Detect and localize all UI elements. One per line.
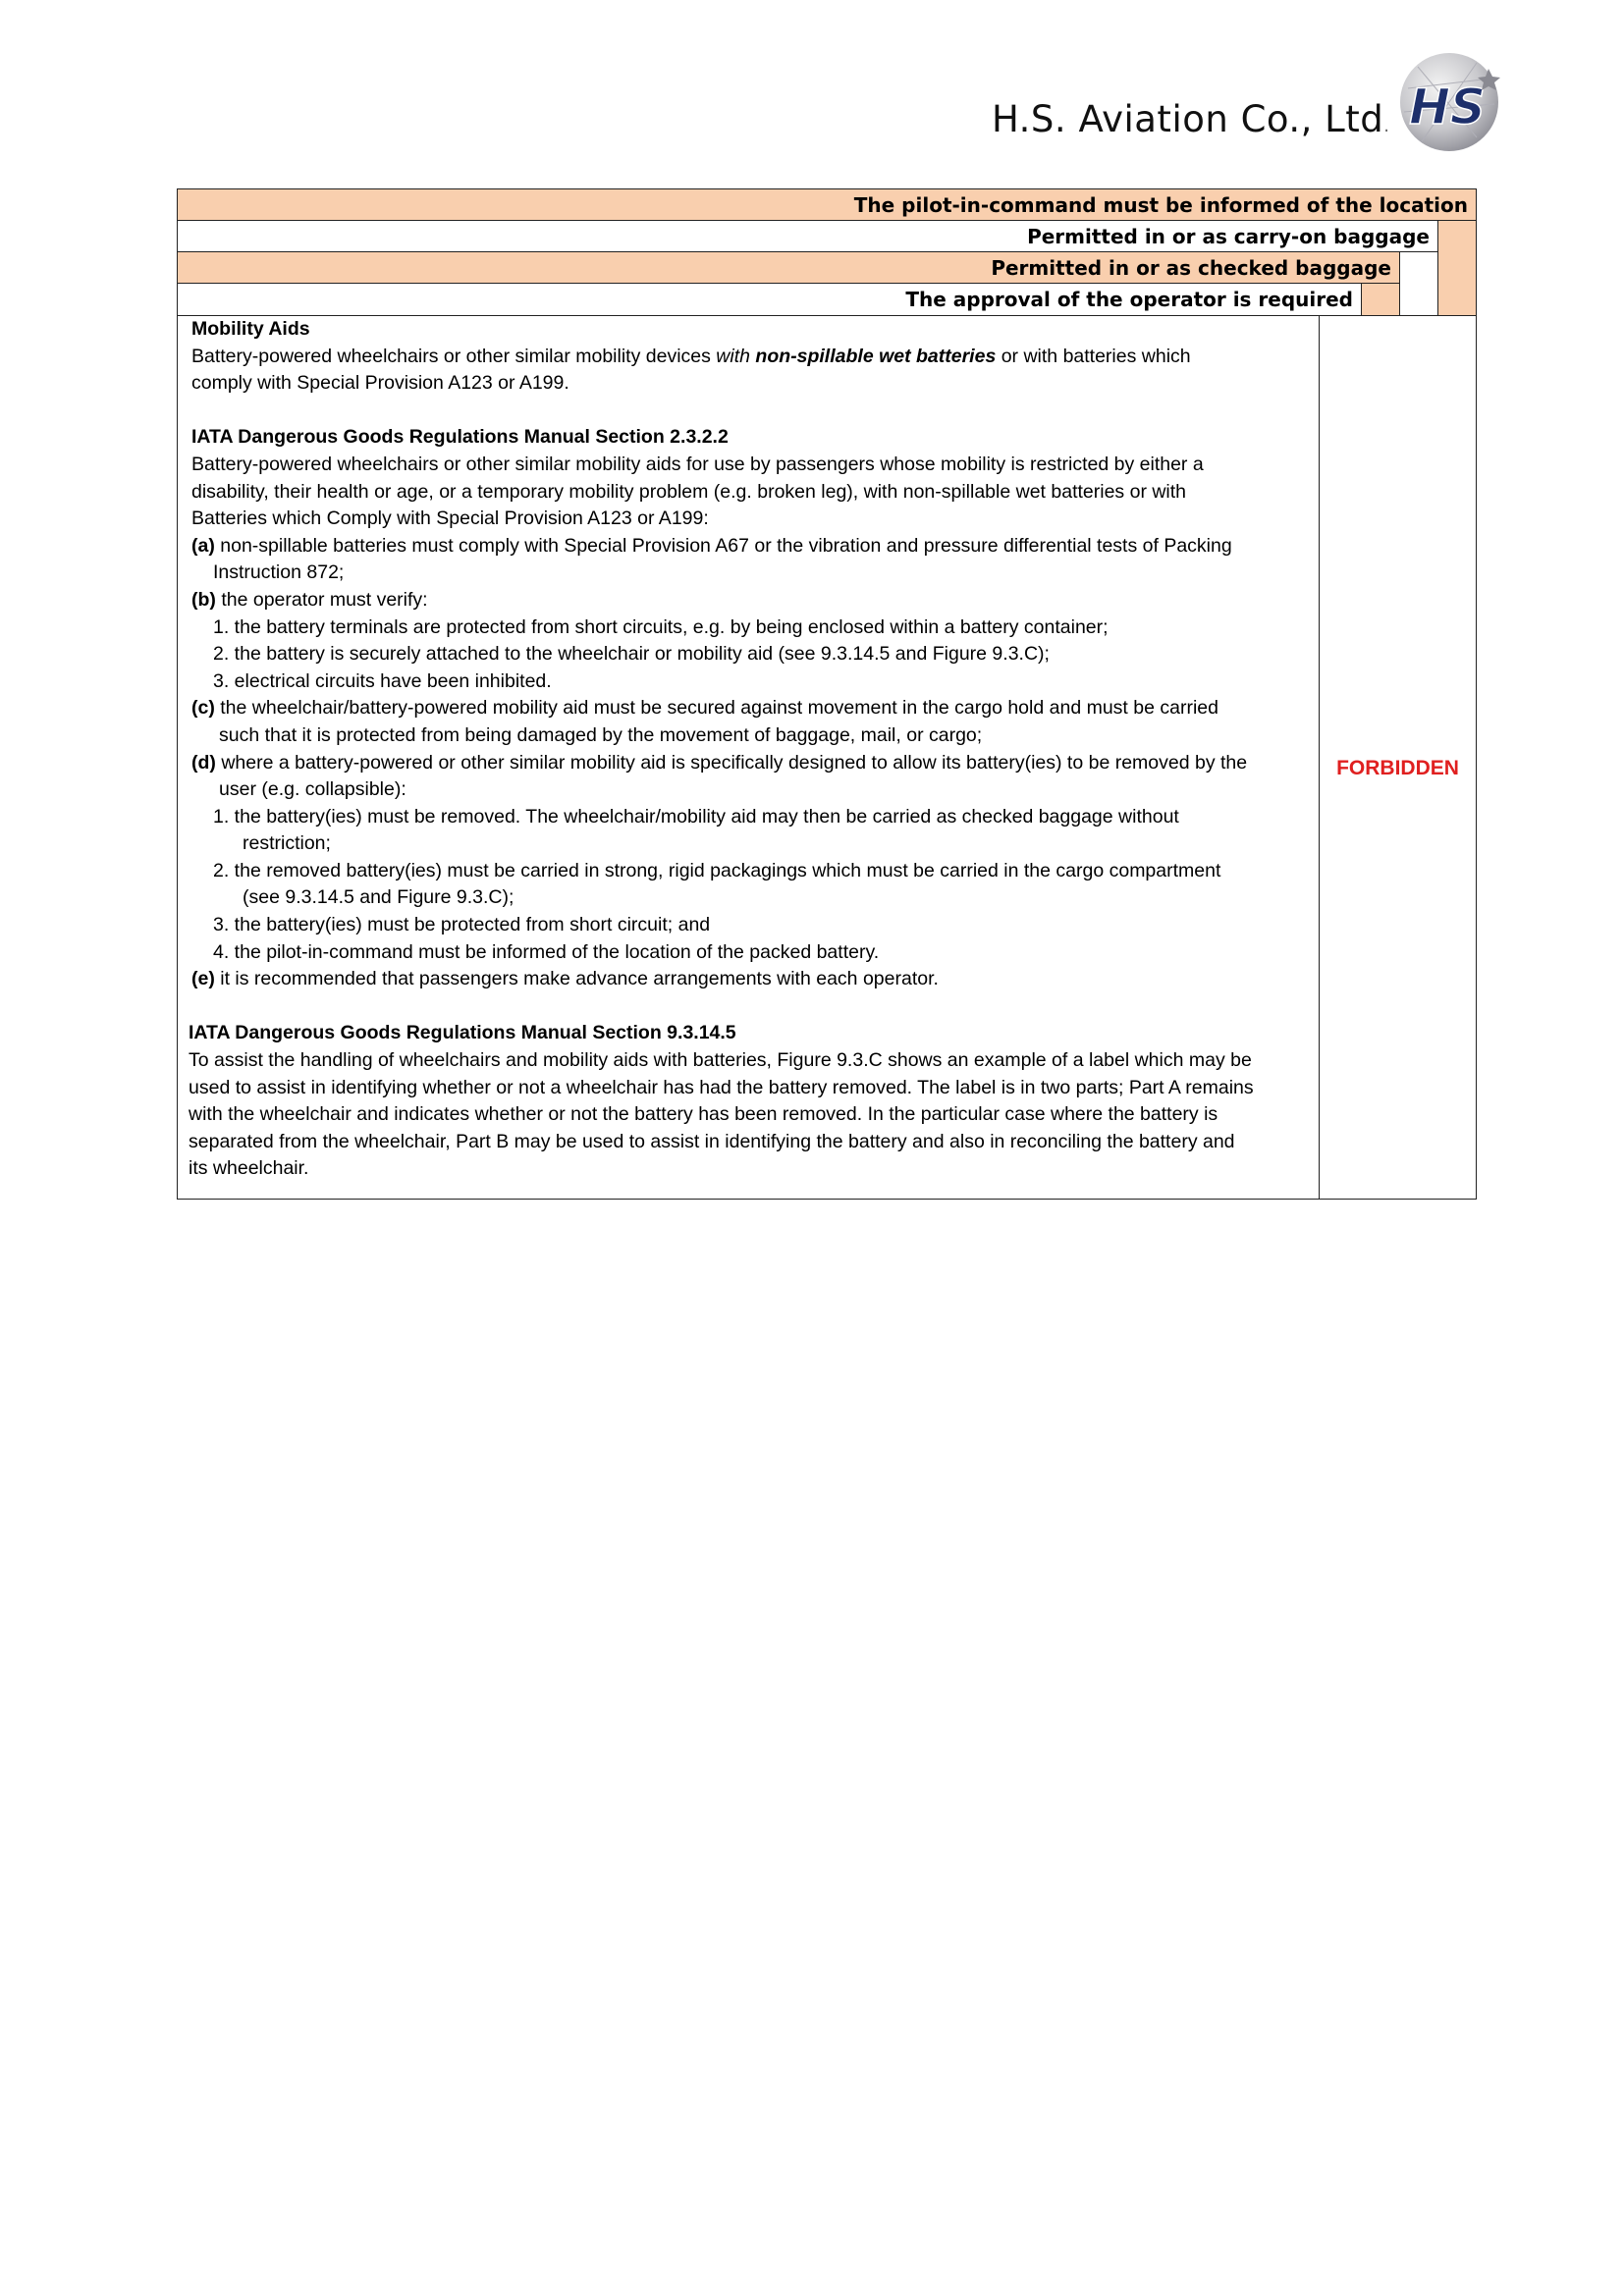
clause-b-text: the operator must verify: (215, 588, 428, 611)
section2-line-5: its wheelchair. (189, 1157, 309, 1180)
clause-d-item-3: 3. the battery(ies) must be protected from short circuit; and (213, 914, 711, 936)
item-summary-prefix: Battery-powered wheelchairs or other similar mobility devices (191, 345, 717, 367)
company-name-suffix: . (1383, 116, 1390, 136)
legend-row-pic-informed (177, 188, 1477, 221)
clause-d-label: (d) (191, 751, 216, 774)
section2-line-4: separated from the wheelchair, Part B may be used to assist in identifying the battery and also in reconciling the battery and (189, 1130, 1235, 1152)
clause-d-text: where a battery-powered or other similar mobility aid is specifically designed to allow its battery(ies) to be removed by the (215, 751, 1248, 774)
item-summary-italic: with (716, 345, 756, 367)
legend-row-checked (177, 251, 1400, 284)
clause-a-text: non-spillable batteries must comply with Special Provision A67 or the vibration and pressure differential tests of Packing (214, 534, 1232, 557)
clause-b-label: (b) (191, 588, 216, 611)
clause-a-label: (a) (191, 534, 215, 557)
clause-e-label: (e) (191, 968, 215, 990)
status-forbidden: FORBIDDEN (1336, 757, 1459, 779)
item-summary (191, 344, 1316, 371)
clause-b (191, 587, 1316, 614)
section1-intro-3: Batteries which Comply with Special Provision A123 or A199: (191, 507, 709, 530)
clause-d-item-2: 2. the removed battery(ies) must be carried in strong, rigid packagings which must be carried in the cargo compartment (213, 859, 1221, 881)
legend-cell-pic-informed (1437, 220, 1477, 316)
legend-cell-carry-on (1399, 251, 1438, 316)
clause-d-item-4: 4. the pilot-in-command must be informed of the location of the packed battery. (213, 940, 880, 963)
section-heading-9-3-14-5: IATA Dangerous Goods Regulations Manual Section 9.3.14.5 (189, 1022, 736, 1044)
item-summary-emphasis: non-spillable wet batteries (755, 345, 997, 367)
section2-line-2: used to assist in identifying whether or not a wheelchair has had the battery removed. The label is in two parts; Part A remains (189, 1076, 1254, 1098)
section2-line-1: To assist the handling of wheelchairs and mobility aids with batteries, Figure 9.3.C shows an example of a label which may be (189, 1049, 1252, 1072)
clause-d-item-1: 1. the battery(ies) must be removed. The wheelchair/mobility aid may then be carried as checked baggage without (213, 805, 1179, 828)
clause-d-item-1-cont: restriction; (243, 832, 331, 855)
company-logo (1388, 39, 1514, 165)
section-heading-2-3-2-2: IATA Dangerous Goods Regulations Manual Section 2.3.2.2 (191, 426, 729, 449)
legend-cell-checked (1361, 283, 1400, 316)
clause-a (191, 533, 1316, 561)
clause-d (191, 750, 1316, 777)
clause-e (191, 966, 1316, 993)
legend-row-approval (177, 283, 1362, 316)
clause-d-item-2-cont: (see 9.3.14.5 and Figure 9.3.C); (243, 886, 514, 909)
legend-row-carry-on (177, 220, 1438, 252)
clause-a-cont: Instruction 872; (213, 561, 345, 584)
item-description (191, 316, 1316, 1183)
company-name-text: H.S. Aviation Co., Ltd (992, 98, 1384, 140)
clause-c-cont: such that it is protected from being damaged by the movement of baggage, mail, or cargo; (219, 723, 983, 746)
clause-d-cont: user (e.g. collapsible): (219, 778, 406, 801)
legend-label-carry-on: Permitted in or as carry-on baggage (1027, 224, 1430, 248)
item-summary-line2: comply with Special Provision A123 or A199. (191, 372, 569, 395)
clause-c-label: (c) (191, 697, 215, 720)
item-summary-suffix: or with batteries which (996, 345, 1191, 367)
clause-c (191, 695, 1316, 722)
section1-intro-2: disability, their health or age, or a temporary mobility problem (e.g. broken leg), with non-spillable wet batteries or with (191, 480, 1187, 503)
legend-label-approval: The approval of the operator is required (905, 288, 1353, 311)
legend-label-checked: Permitted in or as checked baggage (991, 255, 1391, 280)
item-title: Mobility Aids (191, 318, 310, 340)
section2-line-3: with the wheelchair and indicates whether or not the battery has been removed. In the particular case where the battery is (189, 1103, 1218, 1126)
clause-b-item-3: 3. electrical circuits have been inhibited. (213, 669, 552, 692)
clause-b-item-1: 1. the battery terminals are protected from short circuits, e.g. by being enclosed within a battery container; (213, 615, 1109, 638)
section1-intro-1: Battery-powered wheelchairs or other similar mobility aids for use by passengers whose mobility is restricted by either a (191, 453, 1204, 475)
clause-b-item-2: 2. the battery is securely attached to the wheelchair or mobility aid (see 9.3.14.5 and Figure 9.3.C); (213, 643, 1050, 666)
clause-e-text: it is recommended that passengers make advance arrangements with each operator. (214, 968, 939, 990)
legend-label-pic-informed: The pilot-in-command must be informed of the location (853, 192, 1468, 217)
clause-c-text: the wheelchair/battery-powered mobility aid must be secured against movement in the cargo hold and must be carried (214, 697, 1218, 720)
logo-text: HS (1409, 79, 1486, 135)
company-name (992, 98, 1390, 140)
